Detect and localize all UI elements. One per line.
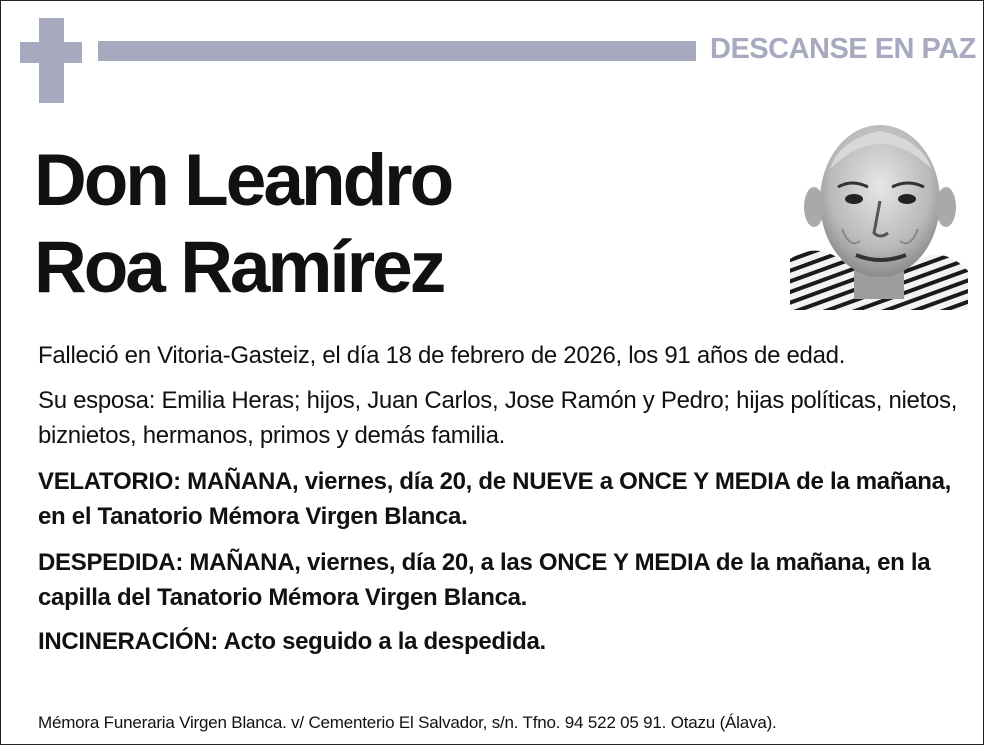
wake-info: VELATORIO: MAÑANA, viernes, día 20, de NUEVE a ONCE Y MEDIA de la mañana, en el Tanatorio Mémora Virgen Blanca. (38, 468, 952, 530)
farewell-info: DESPEDIDA: MAÑANA, viernes, día 20, a las ONCE Y MEDIA de la mañana, en la capilla del Tanatorio Mémora Virgen Blanca. (38, 549, 931, 611)
family-list: Su esposa: Emilia Heras; hijos, Juan Carlos, Jose Ramón y Pedro; hijas políticas, nietos, biznietos, hermanos, primos y demás familia. (38, 387, 958, 449)
headline: DESCANSE EN PAZ (710, 33, 976, 65)
cremation-info: INCINERACIÓN: Acto seguido a la despedida. (38, 628, 546, 655)
death-notice: Falleció en Vitoria-Gasteiz, el día 18 de febrero de 2026, los 91 años de edad. (38, 342, 846, 369)
header-bar (98, 41, 696, 61)
portrait-photo (790, 109, 968, 310)
funeral-home-footer: Mémora Funeraria Virgen Blanca. v/ Cementerio El Salvador, s/n. Tfno. 94 522 05 91. Otazu (Álava). (38, 713, 777, 732)
name-line-2: Roa Ramírez (34, 227, 444, 308)
name-line-1: Don Leandro (34, 140, 452, 221)
deceased-name (34, 137, 451, 311)
